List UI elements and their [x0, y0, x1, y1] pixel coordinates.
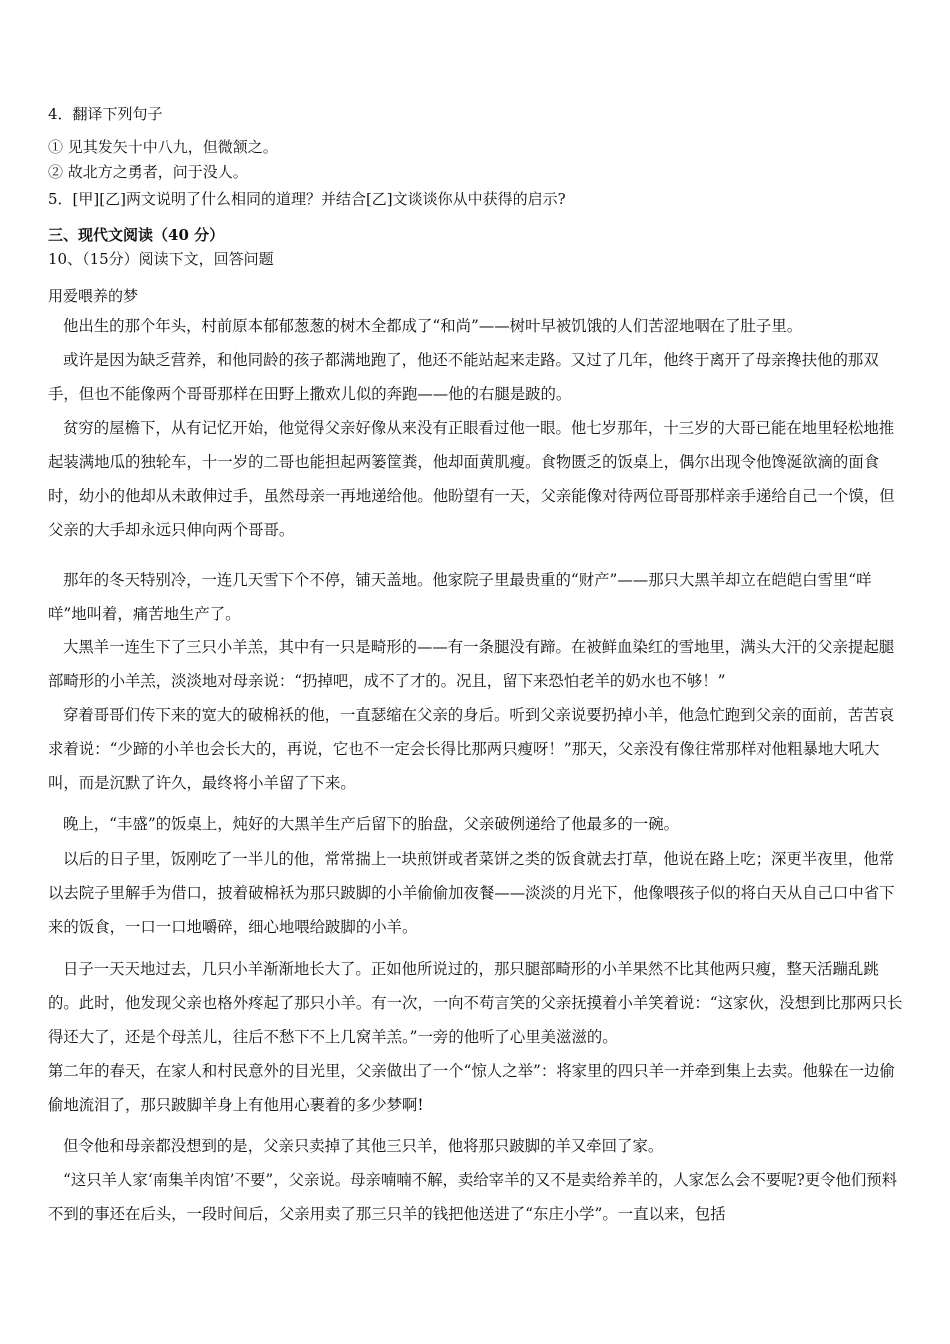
story-paragraph: 以后的日子里，饭刚吃了一半儿的他，常常揣上一块煎饼或者菜饼之类的饭食就去打草，他说在路上吃；深更半夜里，他常以去院子里解手为借口，披着破棉袄为那只跛脚的小羊偷偷加夜餐——淡淡的月光下，他像喂孩子似的将白天从自己口中省下来的饭食，一口一口地嚼碎，细心地喂给跛脚的小羊。	[48, 850, 895, 936]
story-paragraph: 或许是因为缺乏营养，和他同龄的孩子都满地跑了，他还不能站起来走路。又过了几年，他终于离开了母亲搀扶他的那双手，但也不能像两个哥哥那样在田野上撒欢儿似的奔跑——他的右腿是跛的。	[48, 351, 879, 403]
section-heading: 三、现代文阅读（40 分）	[48, 226, 225, 244]
story-paragraph: 贫穷的屋檐下，从有记忆开始，他觉得父亲好像从来没有正眼看过他一眼。他七岁那年，十三岁的大哥已能在地里轻松地推起装满地瓜的独轮车，十一岁的二哥也能担起两篓筐粪，他却面黄肌瘦。食物匮乏的饭桌上，偶尔出现令他馋涎欲滴的面食时，幼小的他却从未敢伸过手，虽然母亲一再地递给他。他盼望有一天，父亲能像对待两位哥哥那样亲手递给自己一个馍，但父亲的大手却永远只伸向两个哥哥。	[48, 419, 895, 539]
story-paragraph: 日子一天天地过去，几只小羊渐渐地长大了。正如他所说过的，那只腿部畸形的小羊果然不比其他两只瘦，整天活蹦乱跳的。此时，他发现父亲也格外疼起了那只小羊。有一次，一向不苟言笑的父亲抚摸着小羊笑着说：“这家伙，没想到比那两只长得还大了，还是个母羔儿，往后不愁下不上几窝羊羔。”一旁的他听了心里美滋滋的。	[48, 960, 903, 1046]
question-5: 5．[甲][乙]两文说明了什么相同的道理？并结合[乙]文谈谈你从中获得的启示?	[48, 190, 566, 208]
question-4-sentence-1: ① 见其发矢十中八九，但微颔之。	[48, 138, 278, 156]
story-paragraph: 晚上，“丰盛”的饭桌上，炖好的大黑羊生产后留下的胎盘，父亲破例递给了他最多的一碗。	[63, 815, 679, 833]
story-paragraph: 但令他和母亲都没想到的是，父亲只卖掉了其他三只羊，他将那只跛脚的羊又牵回了家。	[63, 1137, 664, 1155]
story-paragraph: 那年的冬天特别冷，一连几天雪下个不停，铺天盖地。他家院子里最贵重的“财产”——那只大黑羊却立在皑皑白雪里“咩咩”地叫着，痛苦地生产了。	[48, 571, 872, 623]
story-paragraph: “这只羊人家‘南集羊肉馆’不要”，父亲说。母亲喃喃不解，卖给宰羊的又不是卖给养羊的，人家怎么会不要呢?更令他们预料不到的事还在后头，一段时间后，父亲用卖了那三只羊的钱把他送进了“东庄小学”。一直以来，包括	[48, 1171, 898, 1223]
story-paragraph: 第二年的春天，在家人和村民意外的目光里，父亲做出了一个“惊人之举”：将家里的四只羊一并牵到集上去卖。他躲在一边偷偷地流泪了，那只跛脚羊身上有他用心裹着的多少梦啊!	[48, 1062, 895, 1114]
story-paragraph: 他出生的那个年头，村前原本郁郁葱葱的树木全都成了“和尚”——树叶早被饥饿的人们苦涩地咽在了肚子里。	[63, 317, 803, 335]
question-4-title: 4．翻译下列句子	[48, 105, 163, 123]
question-10-instruction: 10、（15分）阅读下文，回答问题	[48, 250, 274, 268]
story-paragraph: 大黑羊一连生下了三只小羊羔，其中有一只是畸形的——有一条腿没有蹄。在被鲜血染红的雪地里，满头大汗的父亲提起腿部畸形的小羊羔，淡淡地对母亲说：“扔掉吧，成不了才的。况且，留下来恐怕老羊的奶水也不够！”	[48, 638, 895, 690]
story-title: 用爱喂养的梦	[48, 287, 139, 305]
story-paragraph: 穿着哥哥们传下来的宽大的破棉袄的他，一直瑟缩在父亲的身后。听到父亲说要扔掉小羊，他急忙跑到父亲的面前，苦苦哀求着说：“少蹄的小羊也会长大的，再说，它也不一定会长得比那两只瘦呀！”那天，父亲没有像往常那样对他粗暴地大吼大叫，而是沉默了许久，最终将小羊留了下来。	[48, 706, 895, 792]
question-4-sentence-2: ② 故北方之勇者，问于没人。	[48, 163, 248, 181]
